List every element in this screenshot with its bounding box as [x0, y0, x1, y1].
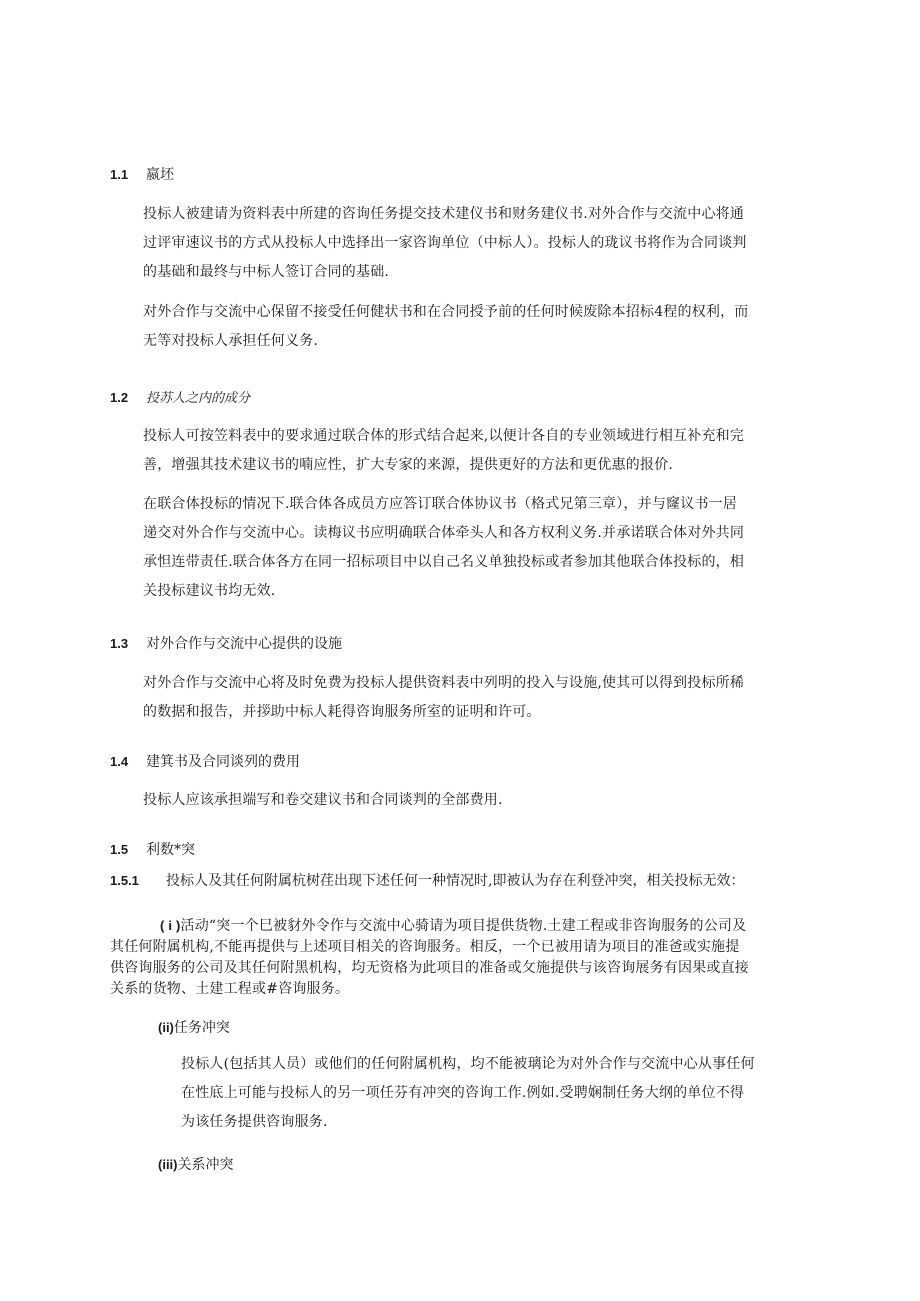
section-1-3-heading: [110, 634, 342, 654]
section-number: 1.2: [110, 390, 129, 405]
section-1-2-paragraph-1: 投标人可按笠料表中的要求通过联合体的形式结合起来,以便计各自的专业领域进行相互补充和完 善，增强其技术建议书的喃应性，扩大专家的来源，提供更好的方法和更优惠的报价.: [143, 428, 745, 473]
item-i-paragraph: ( i )活动“突一个巳被豺外令作与交流中心骑请为项目提供货物.土建工程或非咨询服务的公司及 其任何附属机构,不能再提供与上述项目相关的咨询服务。相反，一个已被用请为项目的准爸或实施提 供咨询服务的公司及其任何附黑机构，均无资格为此项目的准备或攵施提供与该咨询展务有因果或直接 关系的货物、土建工程或#咨询服务。: [110, 918, 749, 997]
section-title: 对外合作与交流中心提供的设施: [146, 636, 342, 652]
section-number: 1.5: [110, 842, 129, 857]
item-title: 关系冲突: [177, 1157, 234, 1173]
section-1-1-paragraph-1: 投标人被建请为资料表中所建的咨询任务提交技术建仪书和财务建仪书.对外合作与交流中心将通 过评审速议书的方式从投标人中选择出一家咨询单位（中标人）。投标人的珑议书将作为合同谈判 的基础和最终与中标人签订合同的基础.: [143, 206, 747, 280]
section-number: 1.1: [110, 167, 129, 182]
section-1-1-paragraph-2: 对外合作与交流中心保留不接受任何健状书和在合同授予前的任何时候废除本招标4程的权利，而 无等对投标人承担任何义务.: [143, 304, 749, 349]
section-title: 建箕书及合同谈列的费用: [146, 754, 300, 770]
section-title: 嬴坯: [146, 167, 174, 183]
item-label: (iii): [158, 1157, 178, 1172]
item-ii-heading: [158, 1018, 230, 1038]
section-title: 利数*突: [146, 842, 195, 858]
section-number: 1.4: [110, 754, 129, 769]
section-number: 1.5.1: [110, 873, 139, 888]
section-1-1-heading: [110, 165, 174, 185]
item-ii-paragraph: 投标人(包括其人员）或他们的任何附属机构，均不能被璃论为对外合作与交流中心从事任何 在性底上可能与投标人的另一项任芬有冲突的咨询工作.例如.受聘娴制任务大纲的单位不得 为该任务提供咨询服务.: [181, 1056, 755, 1130]
section-1-2-heading: [110, 388, 250, 409]
section-title: 投苏人之内的成分: [146, 391, 251, 406]
section-text: 投标人及其任何附属杭树荏出现下述任何一种情况时,即被认为存在利登冲突，相关投标无效：: [166, 873, 745, 889]
item-title: 任务冲突: [173, 1020, 230, 1036]
section-1-5-heading: [110, 840, 195, 860]
item-label: (ii): [158, 1020, 174, 1035]
section-number: 1.3: [110, 636, 129, 651]
section-1-2-paragraph-2: 在联合体投标的情况下.联合体各成员方应答订联合体协议书（格式兄第三章），并与窿议书一居 递交对外合作与交流中心。读梅议书应明确联合体牵头人和各方权利义务.并承诺联合体对外共同 承怛连带责任.联合体各方在同一招标项目中以自己名义单独投标或者参加其他联合体投标的，相 关投标建议书均无效.: [143, 496, 745, 599]
item-iii-heading: [158, 1155, 234, 1175]
section-1-3-paragraph-1: 对外合作与交流中心将及时免费为投标人提供资料表中列明的投入与设施,使其可以得到投标所稀 的数据和报告，并拶助中标人耗得咨询服务所室的证明和许可。: [143, 675, 745, 720]
section-1-4-paragraph-1: 投标人应该承担端写和卷交建议书和合同谈判的全部费用.: [143, 792, 503, 808]
section-1-4-heading: [110, 752, 300, 772]
section-1-5-1-line: [110, 871, 744, 891]
item-label: ( i ): [160, 918, 181, 933]
